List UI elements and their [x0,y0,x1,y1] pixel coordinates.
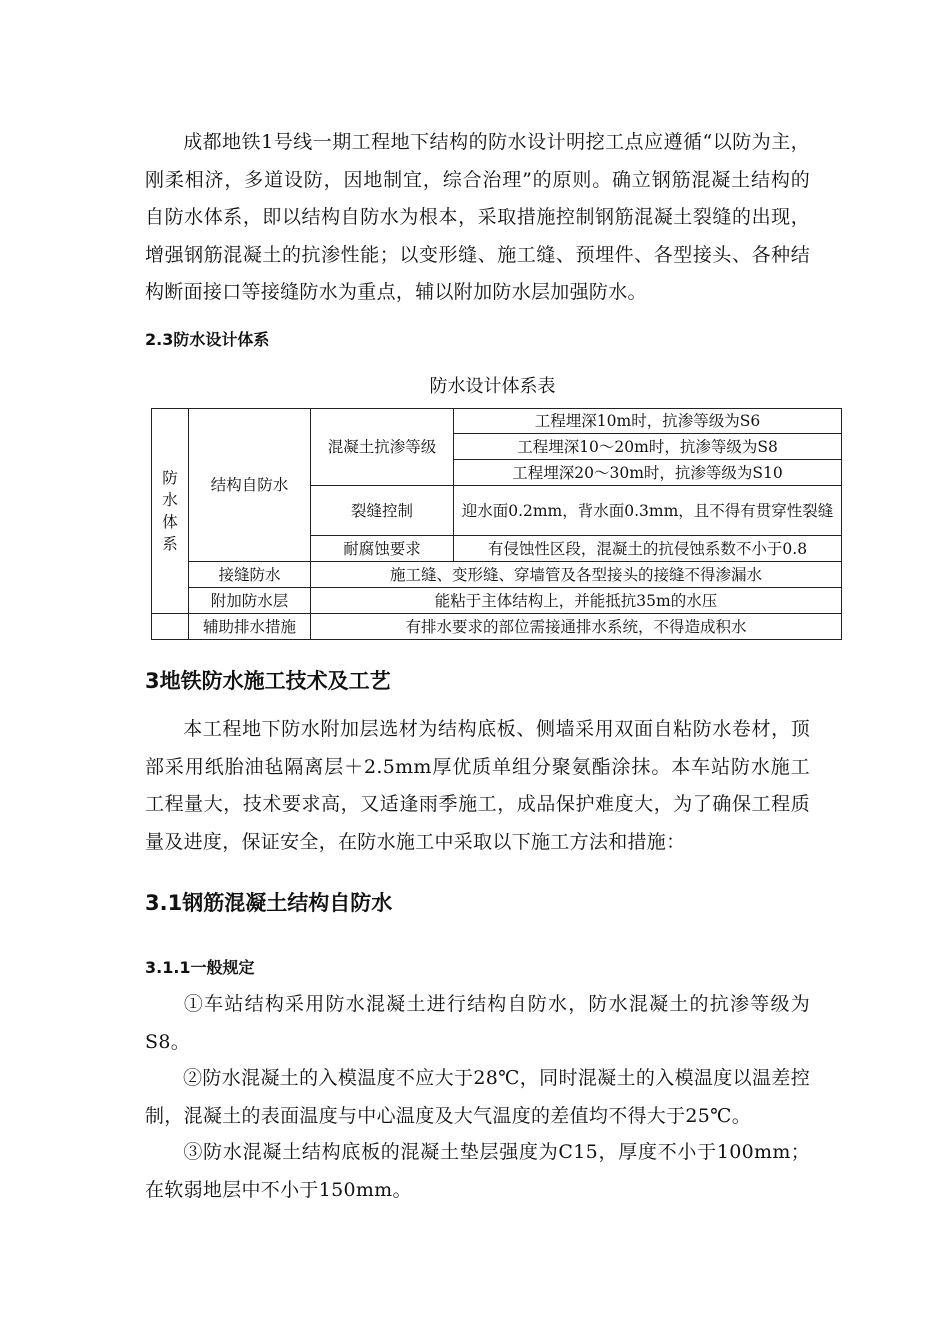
drainage-cell: 辅助排水措施 [189,614,311,640]
table-caption: 防水设计体系表 [429,376,556,397]
rule-2-paragraph: ②防水混凝土的入模温度不应大于28℃，同时混凝土的入模温度以温差控制，混凝土的表面温度与中心温度及大气温度的差值均不得大于25℃。 [145,1067,810,1127]
crack-control-desc-cell: 迎水面0.2mm，背水面0.3mm，且不得有贯穿性裂缝 [454,486,842,536]
impermeability-grade-cell: 混凝土抗渗等级 [311,409,454,486]
waterproof-design-table [151,408,842,640]
structural-self-waterproof-cell: 结构自防水 [189,409,311,562]
table-root-cell: 防 水 体 系 [152,409,189,614]
depth-20-30-cell: 工程埋深20～30m时，抗渗等级为S10 [454,460,842,486]
joint-cell: 接缝防水 [189,562,311,588]
intro-paragraph: 成都地铁1号线一期工程地下结构的防水设计明挖工点应遵循“以防为主，刚柔相济，多道设防，因地制宜，综合治理”的原则。确立钢筋混凝土结构的自防水体系，即以结构自防水为根本，采取措施控制钢筋混凝土裂缝的出现，增强钢筋混凝土的抗渗性能；以变形缝、施工缝、预埋件、各型接头、各种结构断面接口等接缝防水为重点，辅以附加防水层加强防水。 [145,131,810,303]
additional-layer-desc-cell: 能粘于主体结构上，并能抵抗35m的水压 [311,588,842,614]
additional-layer-cell: 附加防水层 [189,588,311,614]
section-3-1-1-heading: 3.1.1一般规定 [145,958,255,977]
section-3-1-heading: 3.1钢筋混凝土结构自防水 [145,891,393,915]
depth-10-20-cell: 工程埋深10～20m时，抗渗等级为S8 [454,434,842,460]
joint-desc-cell: 施工缝、变形缝、穿墙管及各型接头的接缝不得渗漏水 [311,562,842,588]
rule-1-paragraph: ①车站结构采用防水混凝土进行结构自防水，防水混凝土的抗渗等级为S8。 [145,993,810,1053]
crack-control-cell: 裂缝控制 [311,486,454,536]
section-2-3-heading: 2.3防水设计体系 [145,330,270,349]
section-3-heading: 3地铁防水施工技术及工艺 [145,669,391,693]
corrosion-desc-cell: 有侵蚀性区段，混凝土的抗侵蚀系数不小于0.8 [454,536,842,562]
depth-10-cell: 工程埋深10m时，抗渗等级为S6 [454,409,842,434]
corrosion-cell: 耐腐蚀要求 [311,536,454,562]
rule-3-paragraph: ③防水混凝土结构底板的混凝土垫层强度为C15，厚度不小于100mm；在软弱地层中不小于150mm。 [145,1141,810,1201]
drainage-desc-cell: 有排水要求的部位需接通排水系统，不得造成积水 [311,614,842,640]
table-bottom-left-cell [152,614,189,640]
section-3-paragraph: 本工程地下防水附加层选材为结构底板、侧墙采用双面自粘防水卷材，顶部采用纸胎油毡隔离层＋2.5mm厚优质单组分聚氨酯涂抹。本车站防水施工工程量大，技术要求高，又适逢雨季施工，成品保护难度大，为了确保工程质量及进度，保证安全，在防水施工中采取以下施工方法和措施： [145,718,810,853]
